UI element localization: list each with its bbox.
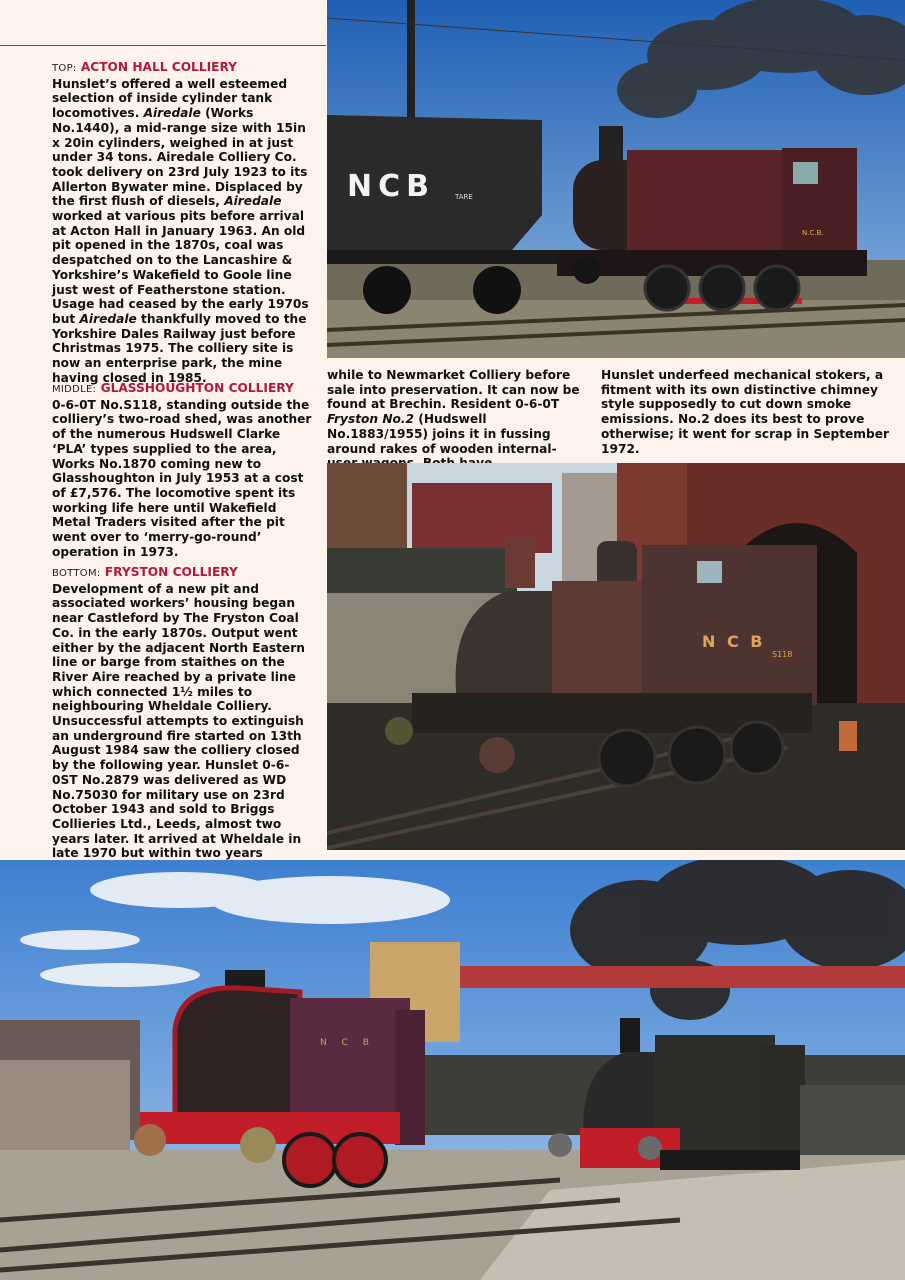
caption-position-label: MIDDLE:	[52, 384, 97, 395]
caption-text: Hunslet’s offered a well esteemed selection of inside cylinder tank locomotives.	[52, 76, 288, 121]
caption-text: Hunslet underfeed mechanical stokers, a fitment with its own distinctive chimney style supposedly to cut down smoke emissions. No.2 does its best to prove otherwise; it went for scrap in September 1972.	[601, 368, 890, 456]
photo-fryston	[0, 860, 905, 1280]
caption-text: (Hudswell No.1883/1955) joins it in fussing around rakes of wooden internal-	[327, 412, 557, 456]
loco-name: Fryston No.2	[327, 412, 414, 427]
caption-continuation-2	[601, 368, 891, 456]
header-rule	[0, 45, 326, 46]
caption-middle	[52, 381, 314, 559]
caption-heading: GLASSHOUGHTON COLLIERY	[100, 381, 294, 395]
loco-name: Airedale	[224, 194, 282, 209]
caption-text: Development of a new pit and associated workers’ housing began near Castleford by The Fryston Coal Co. in the early 1870s. Output went either by the adjacent North Eastern line or barge from staithes on the River Aire reached by a private line which connected 1½ miles to neighbouring Wheldale Colliery. Unsuccessful attempts to extinguish an underground fire started on 13th August 1984 saw the colliery closed by the following year. Hunslet 0-6-0ST No.2879 was delivered as WD No.75030 for military use on 23rd October 1943 and sold to Briggs Collieries Ltd., Leeds, almost two years later. It arrived at Wheldale in late 1970 but within two years	[52, 581, 305, 861]
number-plate: S118	[772, 650, 793, 659]
loco-name: Airedale	[143, 106, 201, 121]
caption-position-label: BOTTOM:	[52, 568, 101, 579]
caption-text: (Works No.1440), a mid-range size with 15in x 20in cylinders, weighed in at just under 34 tons. Airedale Colliery Co. took delivery on 23rd July 1923 to its Allerton Bywater mine. Displaced by the first flush of diesels,	[52, 106, 308, 209]
caption-text: worked at various pits before arrival at Acton Hall in January 1963. An old pit opened in the 1870s, coal was despatched on to the Lancashire & Yorkshire’s Wakefield to Goole line just west of Featherstone station. Usage had ceased by the early 1970s but	[52, 209, 309, 326]
caption-text: thankfully moved to the Yorkshire Dales Railway just before Christmas 1975. The colliery site is now an enterprise park, the mine having closed in 1985.	[52, 311, 307, 385]
caption-heading: ACTON HALL COLLIERY	[80, 60, 237, 74]
caption-heading: FRYSTON COLLIERY	[104, 565, 238, 579]
caption-text: 0-6-0T No.S118, standing outside the colliery’s two-road shed, was another of the numerous Hudswell Clarke ‘PLA’ types supplied to the area, Works No.1870 coming new to Glasshoughton in July 1953 at a cost of £7,576. The locomotive spent its working life here until Wakefield Metal Traders visited after the pit went over to ‘merry-go-round’ operation in 1973.	[52, 397, 312, 559]
wagon-tare-label: TARE	[455, 193, 473, 201]
tank-lettering: N C B	[702, 632, 766, 651]
caption-text: while to Newmarket Colliery before sale into preservation. It can now be found at Brechin. Resident 0-6-0T	[327, 368, 580, 412]
photo-glasshoughton	[327, 463, 905, 850]
caption-continuation-1	[327, 368, 582, 471]
caption-position-label: TOP:	[52, 63, 77, 74]
photo-acton-hall	[327, 0, 905, 358]
wagon-lettering: NCB	[347, 169, 435, 204]
loco-name: Airedale	[79, 311, 137, 326]
caption-bottom	[52, 565, 314, 890]
tank-lettering: N C B	[320, 1038, 375, 1048]
caption-top	[52, 60, 314, 385]
cab-lettering: N.C.B.	[802, 229, 824, 237]
